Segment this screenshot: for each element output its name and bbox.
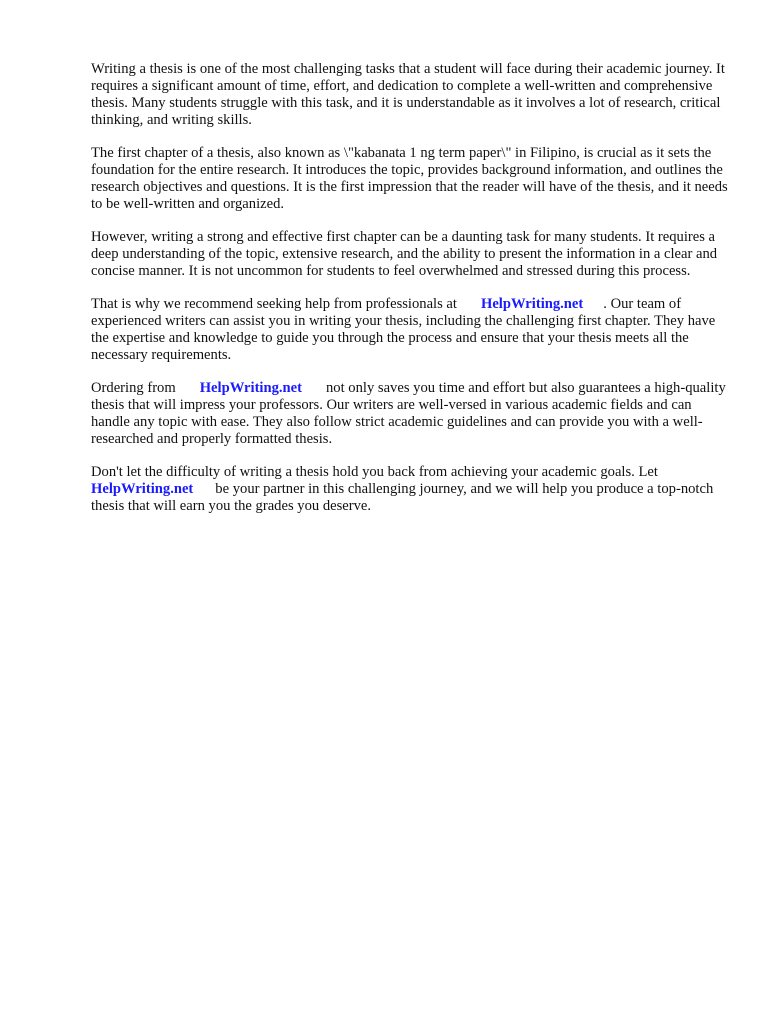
document-body xyxy=(91,61,731,531)
helpwriting-link[interactable]: HelpWriting.net xyxy=(480,296,584,312)
helpwriting-link[interactable]: HelpWriting.net xyxy=(91,481,194,497)
paragraph-recommendation xyxy=(91,296,731,364)
paragraph-text: . Our team of experienced writers can assist you in writing your thesis, including the challenging first chapter. They have the expertise and knowledge to guide you through the process and ensure that your thesis meets all the necessary requirements. xyxy=(91,296,716,363)
paragraph-ordering xyxy=(91,380,731,448)
paragraph-text: be your partner in this challenging journey, and we will help you produce a top-notch thesis that will earn you the grades you deserve. xyxy=(91,481,714,514)
paragraph-intro: Writing a thesis is one of the most challenging tasks that a student will face during their academic journey. It requires a significant amount of time, effort, and dedication to complete a well-written and comprehensive thesis. Many students struggle with this task, and it is understandable as it involves a lot of research, critical thinking, and writing skills. xyxy=(91,61,725,128)
paragraph-closing xyxy=(91,464,731,515)
paragraph-first-chapter: The first chapter of a thesis, also known as \"kabanata 1 ng term paper\" in Filipino, is crucial as it sets the foundation for the entire research. It introduces the topic, provides background information, and outlines the research objectives and questions. It is the first impression that the reader will have of the thesis, and it needs to be well-written and organized. xyxy=(91,145,728,212)
paragraph-text: That is why we recommend seeking help from professionals at xyxy=(91,296,457,312)
paragraph-text: Ordering from xyxy=(91,380,176,396)
paragraph-text: Don't let the difficulty of writing a thesis hold you back from achieving your academic goals. Let xyxy=(91,464,658,480)
paragraph-challenges: However, writing a strong and effective first chapter can be a daunting task for many students. It requires a deep understanding of the topic, extensive research, and the ability to present the information in a clear and concise manner. It is not uncommon for students to feel overwhelmed and stressed during this process. xyxy=(91,229,718,279)
paragraph-text: not only saves you time and effort but also guarantees a high-quality thesis that will impress your professors. Our writers are well-versed in various academic fields and can handle any topic with ease. They also follow strict academic guidelines and can provide you with a well-researched and properly formatted thesis. xyxy=(91,380,726,447)
helpwriting-link[interactable]: HelpWriting.net xyxy=(199,380,302,396)
